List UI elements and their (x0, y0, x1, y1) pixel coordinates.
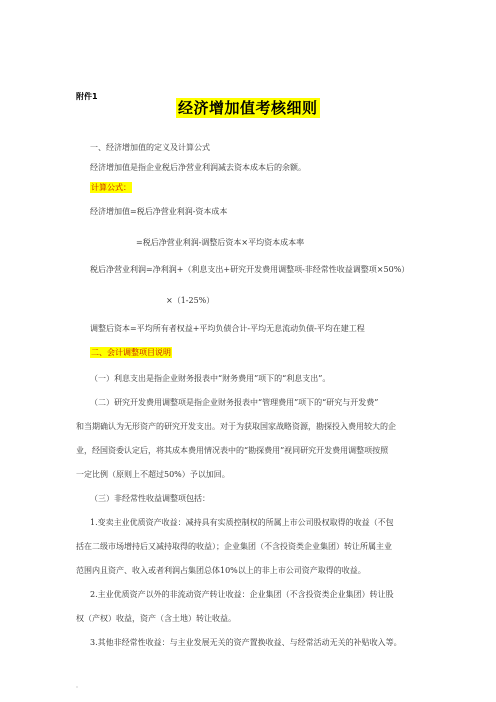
paragraph-line: （一）利息支出是指企业财务报表中“财务费用”项下的“利息支出”。 (90, 374, 331, 383)
paragraph-line: 1.变卖主业优质资产收益：减持具有实质控制权的所属上市公司股权取得的收益（不包 (90, 518, 394, 527)
formula-line: 经济增加值=税后净营业利润-资本成本 (90, 207, 228, 216)
paragraph-line: 一定比例（原则上不超过50%）予以加回。 (76, 470, 230, 479)
paragraph-line: （三）非经常性收益调整项包括： (90, 494, 210, 503)
section-heading-2 (90, 348, 172, 358)
paragraph-line: 和当期确认为无形资产的研究开发支出。对于为获取国家战略资源，勘探投入费用较大的企 (76, 422, 396, 431)
paragraph-line: 3.其他非经常性收益：与主业发展无关的资产置换收益、与经常活动无关的补贴收入等。 (90, 638, 402, 647)
paragraph-line: 范围内且资产、收入或者利润占集团总体10%以上的非上市公司资产取得的收益。 (76, 566, 366, 575)
document-title: 经济增加值考核细则 (178, 99, 318, 117)
formula-line: ×（1-25%） (166, 296, 215, 305)
attachment-label: 附件1 (76, 92, 98, 101)
paragraph-line: （二）研究开发费用调整项是指企业财务报表中“管理费用”项下的“研究与开发费” (90, 398, 379, 407)
formula-label (90, 183, 132, 193)
paragraph-line: 经济增加值是指企业税后净营业利润减去资本成本后的余额。 (90, 163, 306, 172)
formula-line: 调整后资本=平均所有者权益+平均负债合计-平均无息流动负债-平均在建工程 (90, 324, 365, 333)
paragraph-line: 权（产权）收益，资产（含土地）转让收益。 (76, 614, 236, 623)
formula-line: 税后净营业利润=净利润+（利息支出+研究开发费用调整项-非经常性收益调整项×50%） (90, 265, 410, 274)
highlighted-text: 计算公式： (91, 183, 131, 192)
section-heading-1: 一、经济增加值的定义及计算公式 (90, 143, 210, 152)
paragraph-line: 2.主业优质资产以外的非流动资产转让收益：企业集团（不含投资类企业集团）转让股 (90, 590, 394, 599)
paragraph-line: 括在二级市场增持后又减持取得的收益）；企业集团（不含投资类企业集团）转让所属主业 (76, 542, 392, 551)
page-mark (76, 686, 78, 688)
highlighted-text: 二、会计调整项目说明 (91, 348, 171, 357)
formula-line: =税后净营业利润-调整后资本×平均资本成本率 (136, 238, 305, 247)
paragraph-line: 业，经国资委认定后，将其成本费用情况表中的“勘探费用”视同研究开发费用调整项按照 (76, 446, 389, 455)
